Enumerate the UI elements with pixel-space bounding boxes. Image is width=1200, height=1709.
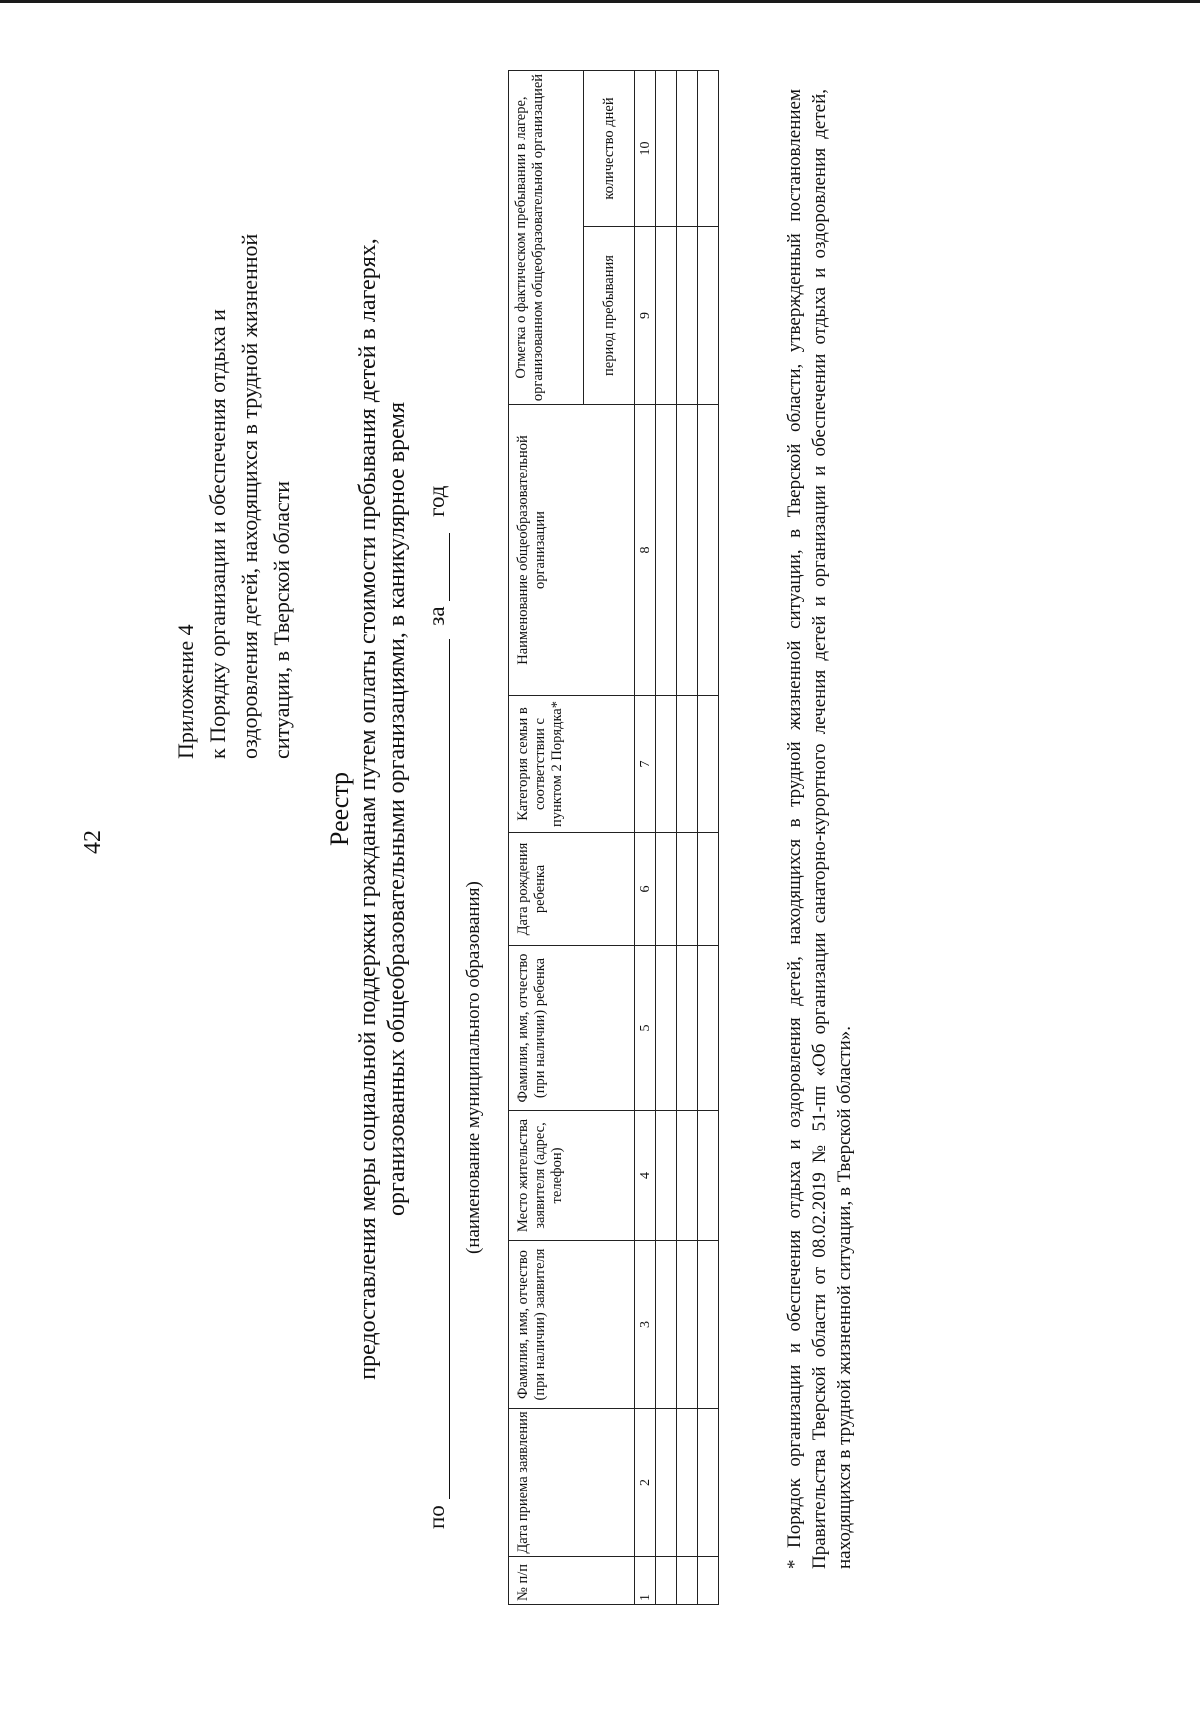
table-cell: 3	[635, 1241, 656, 1409]
header-school-name: Наименование общеобразовательной организации	[509, 405, 635, 696]
header-days-count: количество дней	[584, 71, 635, 227]
table-cell	[677, 833, 698, 946]
table-cell	[698, 405, 719, 696]
table-cell	[656, 1557, 677, 1605]
table-row	[677, 71, 698, 1605]
table-cell: 2	[635, 1409, 656, 1557]
table-cell	[656, 227, 677, 405]
table-cell	[677, 405, 698, 696]
label-za: за	[424, 606, 449, 626]
header-applicant-address: Место жительства заявителя (адрес, телефон)	[509, 1111, 635, 1241]
table-cell	[677, 1557, 698, 1605]
table-cell	[656, 71, 677, 227]
table-cell	[677, 1241, 698, 1409]
table-cell	[677, 946, 698, 1111]
table-cell: 1	[635, 1557, 656, 1605]
table-cell	[656, 946, 677, 1111]
table-cell	[677, 1409, 698, 1557]
table-cell	[698, 227, 719, 405]
municipality-blank	[423, 639, 450, 1499]
appendix-line-1: Приложение 4	[173, 624, 198, 759]
header-number: № п/п	[509, 1557, 635, 1605]
appendix-line-4: ситуации, в Тверской области	[269, 480, 294, 759]
document-title	[325, 9, 412, 1609]
table-cell	[677, 696, 698, 833]
title-line-2: организованных общеобразовательными организациями, в каникулярное время	[384, 402, 410, 1216]
table-cell	[698, 1409, 719, 1557]
header-child-name: Фамилия, имя, отчество (при наличии) ребенка	[509, 946, 635, 1111]
table-cell: 5	[635, 946, 656, 1111]
table-cell	[698, 71, 719, 227]
label-po: по	[424, 1505, 449, 1529]
appendix-line-2: к Порядку организации и обеспечения отдыха и	[205, 309, 230, 759]
table-cell	[656, 833, 677, 946]
table-cell	[698, 1241, 719, 1409]
municipality-caption: (наименование муниципального образования)	[463, 881, 484, 1254]
appendix-line-3: оздоровления детей, находящихся в трудной жизненной	[237, 233, 262, 759]
table-column-numbers-row	[635, 71, 656, 1605]
header-stay-mark: Отметка о фактическом пребывании в лагере, организованном общеобразовательной организацией	[509, 71, 584, 405]
table-cell	[677, 227, 698, 405]
table-cell	[698, 1111, 719, 1241]
header-application-date: Дата приема заявления	[509, 1409, 635, 1557]
table-cell	[677, 71, 698, 227]
table-cell: 6	[635, 833, 656, 946]
table-cell: 10	[635, 71, 656, 227]
table-cell	[698, 946, 719, 1111]
header-stay-period: период пребывания	[584, 227, 635, 405]
table-header-row	[509, 71, 584, 1605]
title-line-1: предоставления меры социальной поддержки гражданам путем оплаты стоимости пребывания детей в лагерях,	[355, 238, 381, 1380]
title-name: Реестр	[325, 771, 354, 847]
page-number: 42	[80, 830, 106, 854]
table-cell	[656, 405, 677, 696]
table-cell: 7	[635, 696, 656, 833]
header-child-birthdate: Дата рождения ребенка	[509, 833, 635, 946]
table-cell	[698, 1557, 719, 1605]
table-cell	[698, 833, 719, 946]
label-god: год	[424, 485, 449, 517]
table-cell	[656, 1409, 677, 1557]
table-cell	[698, 696, 719, 833]
table-cell	[677, 1111, 698, 1241]
table-cell	[656, 696, 677, 833]
footnote: * Порядок организации и обеспечения отдыха и оздоровления детей, находящихся в трудной жизненной ситуации, в Тверской области, утвержденный постановлением Правительства Тверской области от 08.02.2019 № 51-пп «Об организации санаторно-курортного лечения детей и организации и обеспечении отдыха и оздоровления детей, находящихся в трудной жизненной ситуации, в Тверской области».	[784, 89, 855, 1569]
table-row	[656, 71, 677, 1605]
table-cell: 9	[635, 227, 656, 405]
header-applicant-name: Фамилия, имя, отчество (при наличии) заявителя	[509, 1241, 635, 1409]
appendix-header	[170, 119, 298, 759]
municipality-period-line	[423, 485, 450, 1529]
year-blank	[423, 533, 450, 601]
header-family-category: Категория семьи в соответствии с пунктом 2 Порядка*	[509, 696, 635, 833]
registry-table	[508, 70, 719, 1605]
table-cell	[656, 1241, 677, 1409]
table-row	[698, 71, 719, 1605]
table-cell: 8	[635, 405, 656, 696]
table-cell	[656, 1111, 677, 1241]
table-cell: 4	[635, 1111, 656, 1241]
